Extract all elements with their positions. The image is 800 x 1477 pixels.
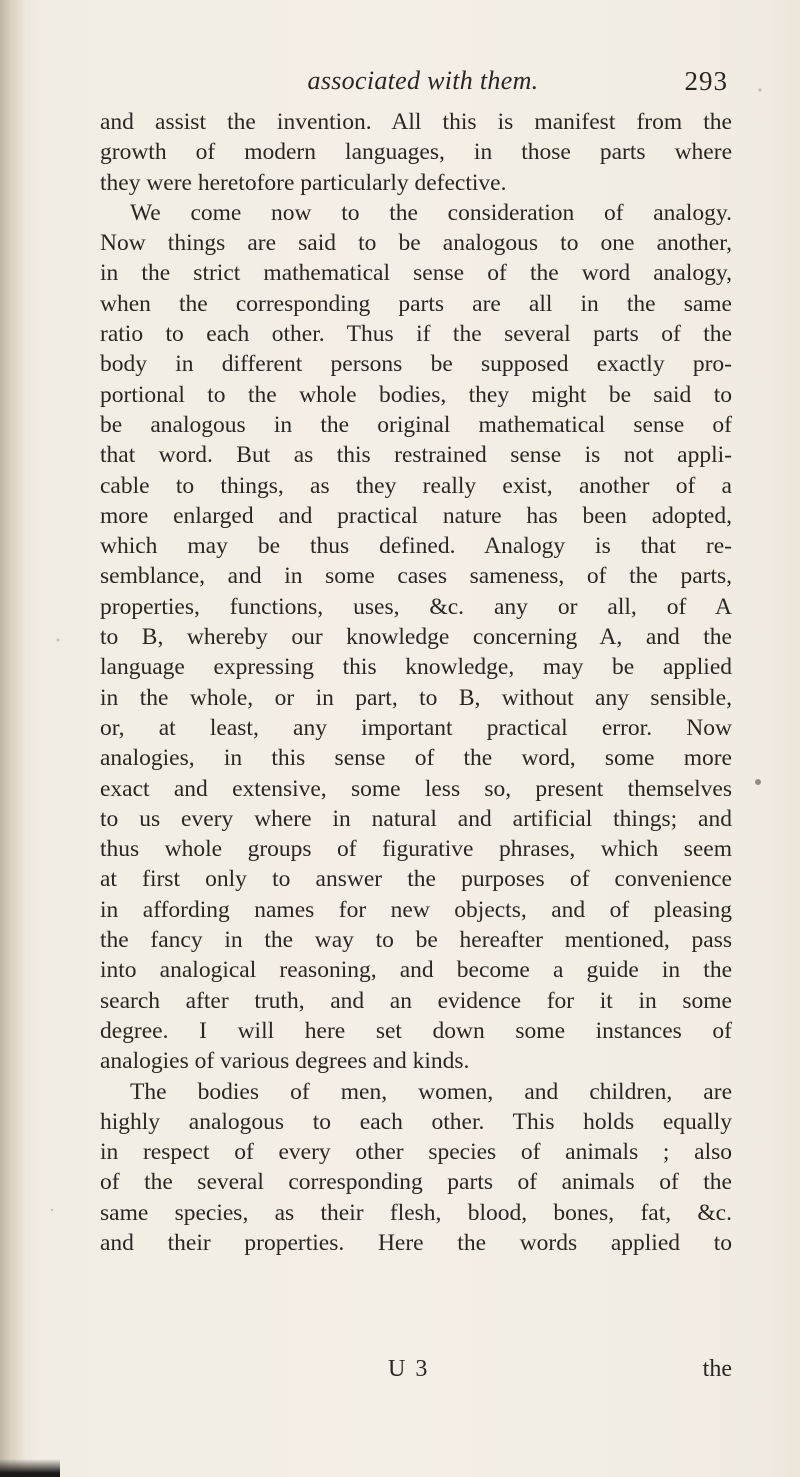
text-line: ratio to each other. Thus if the several parts of the [100, 321, 732, 348]
text-line: and their properties. Here the words applied to [100, 1229, 732, 1256]
text-line: of the several corresponding parts of animals of the [100, 1169, 732, 1196]
text-line: Now things are said to be analogous to one another, [100, 230, 732, 257]
text-line: We come now to the consideration of analogy. [130, 199, 732, 226]
text-line: they were heretofore particularly defective. [100, 169, 507, 196]
text-line: highly analogous to each other. This holds equally [100, 1108, 732, 1135]
page-number: 293 [684, 66, 728, 96]
text-line: to us every where in natural and artificial things; and [100, 805, 732, 832]
text-line: properties, functions, uses, &c. any or all, of A [100, 593, 732, 620]
text-line: to B, whereby our knowledge concerning A, and the [100, 624, 732, 651]
catchword: the [702, 1356, 732, 1382]
text-line: the fancy in the way to be hereafter mentioned, pass [100, 927, 732, 954]
text-line: The bodies of men, women, and children, are [130, 1078, 732, 1105]
text-line: growth of modern languages, in those parts where [100, 139, 732, 166]
text-line: in affording names for new objects, and of pleasing [100, 896, 732, 923]
text-line: body in different persons be supposed exactly pro- [100, 351, 732, 378]
text-line: language expressing this knowledge, may be applied [100, 654, 732, 681]
text-line: thus whole groups of figurative phrases, which seem [100, 836, 732, 863]
text-line: in the strict mathematical sense of the word analogy, [100, 260, 732, 287]
text-line: be analogous in the original mathematical sense of [100, 411, 732, 438]
text-line: analogies, in this sense of the word, some more [100, 745, 732, 772]
text-line: into analogical reasoning, and become a guide in the [100, 957, 732, 984]
text-line: in the whole, or in part, to B, without any sensible, [100, 684, 732, 711]
text-line: portional to the whole bodies, they might be said to [100, 381, 732, 408]
text-line: and assist the invention. All this is manifest from the [100, 109, 732, 135]
text-line: that word. But as this restrained sense is not appli- [100, 442, 732, 469]
text-line: semblance, and in some cases sameness, of the parts, [100, 563, 732, 590]
text-line: at first only to answer the purposes of convenience [100, 866, 732, 893]
text-line: cable to things, as they really exist, another of a [100, 472, 732, 499]
text-line: which may be thus defined. Analogy is that re- [100, 533, 732, 560]
signature-mark: U 3 [388, 1356, 430, 1382]
text-line: more enlarged and practical nature has been adopted, [100, 502, 732, 529]
text-line: degree. I will here set down some instances of [100, 1017, 732, 1044]
text-line: search after truth, and an evidence for it in some [100, 987, 732, 1014]
text-line: analogies of various degrees and kinds. [100, 1048, 470, 1075]
text-line: in respect of every other species of animals ; also [100, 1139, 732, 1166]
text-line: exact and extensive, some less so, present themselves [100, 775, 732, 802]
text-line: same species, as their flesh, blood, bones, fat, &c. [100, 1199, 732, 1226]
text-line: when the corresponding parts are all in the same [100, 290, 732, 317]
text-line: or, at least, any important practical error. Now [100, 714, 732, 741]
running-head: associated with them. [307, 66, 539, 95]
